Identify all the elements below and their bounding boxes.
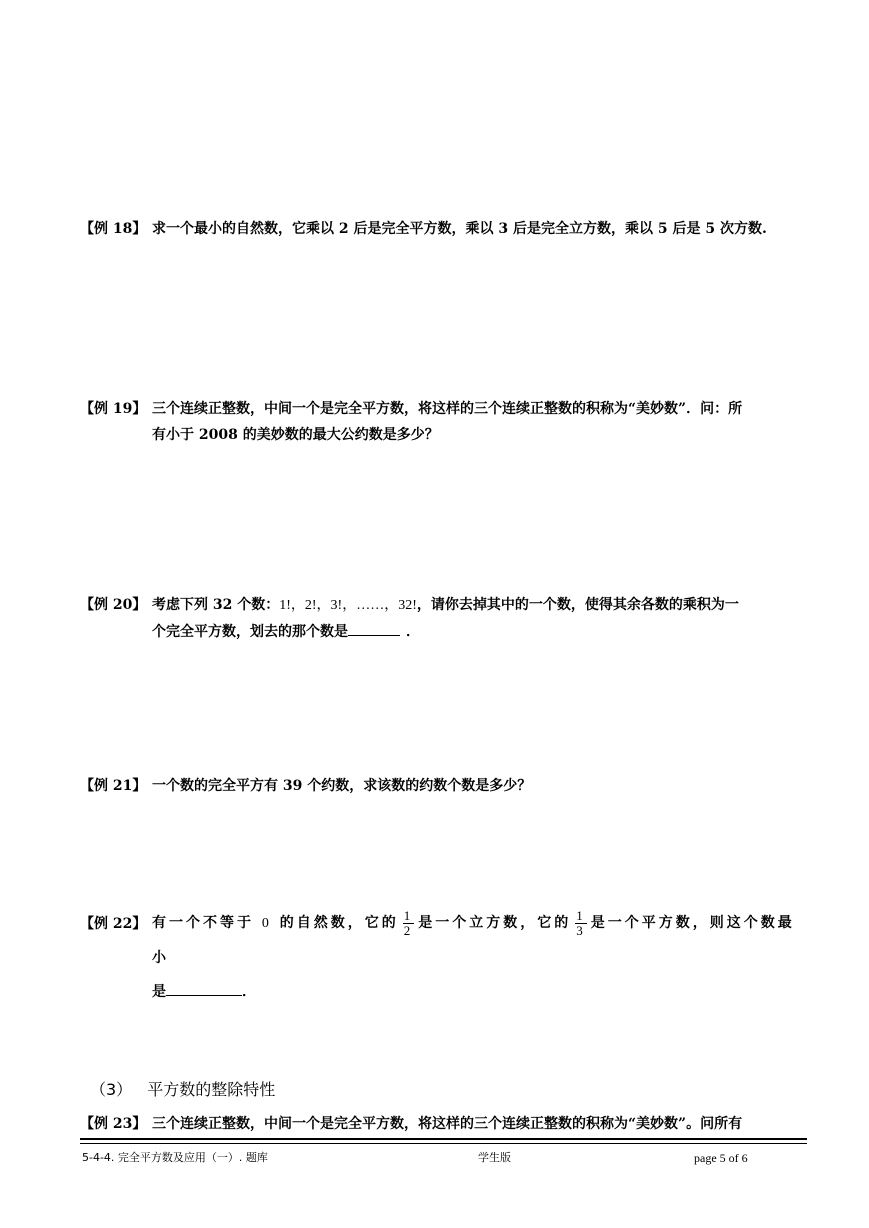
example-23 <box>80 1111 810 1137</box>
footer-page-number: page 5 of 6 <box>694 1151 748 1165</box>
example-text: 一个数的完全平方有 39 个约数，求该数的约数个数是多少？ <box>152 778 532 794</box>
section-heading <box>90 1078 275 1102</box>
text-segment: 的自然数，它的 <box>279 915 399 931</box>
number-zero: 0 <box>261 916 272 931</box>
text-segment: 个完全平方数，划去的那个数是 <box>152 624 348 640</box>
example-tag: 【例 21】 <box>80 778 147 794</box>
text-segment: 是一个立方数，它的 <box>418 915 572 931</box>
text-segment: ，请你去掉其中的一个数，使得其余各数的乘积为一 <box>416 597 739 613</box>
section-number: （3） <box>90 1080 133 1099</box>
example-text: 三个连续正整数，中间一个是完全平方数，将这样的三个连续正整数的积称为“美妙数”。问所有 <box>152 1116 743 1132</box>
answer-blank <box>348 621 400 636</box>
footer-edition: 学生版 <box>478 1151 511 1164</box>
fraction-denominator: 3 <box>576 922 586 938</box>
answer-blank <box>166 981 242 996</box>
example-21 <box>80 773 810 799</box>
example-tag: 【例 19】 <box>80 401 147 417</box>
text-segment: 有一个不等于 <box>152 915 254 931</box>
footer-rule-thin <box>80 1143 807 1144</box>
example-20 <box>80 592 810 645</box>
example-tag: 【例 18】 <box>80 221 147 237</box>
example-text: 求一个最小的自然数，它乘以 2 后是完全平方数，乘以 3 后是完全立方数，乘以 5 后是 5 次方数. <box>152 221 767 237</box>
example-text-line <box>152 975 810 1009</box>
example-18 <box>80 216 810 242</box>
text-segment: 考虑下列 32 个数： <box>152 597 280 613</box>
fraction-numerator: 1 <box>576 907 586 923</box>
footer-doc-title: 5-4-4. 完全平方数及应用（一）. 题库 <box>82 1151 268 1164</box>
text-segment: ． <box>406 624 420 640</box>
section-title: 平方数的整除特性 <box>147 1080 276 1099</box>
fraction-denominator: 2 <box>403 922 414 938</box>
factorial-list: 1!，2!，3!，……，32! <box>279 598 417 613</box>
example-text-line <box>152 906 810 975</box>
example-19 <box>80 396 810 448</box>
footer-rule-thick <box>80 1138 807 1140</box>
example-text-line <box>152 619 810 645</box>
text-segment: ． <box>242 984 256 1000</box>
example-tag: 【例 20】 <box>80 597 147 613</box>
example-tag: 【例 23】 <box>80 1116 147 1132</box>
example-text-line: 三个连续正整数，中间一个是完全平方数，将这样的三个连续正整数的积称为“美妙数”．问：所 <box>152 401 743 417</box>
example-text-line: 有小于 2008 的美妙数的最大公约数是多少？ <box>152 427 439 443</box>
text-segment: 是一个平方数，则这个数最小 <box>152 915 795 966</box>
example-22 <box>80 906 810 1009</box>
fraction-numerator: 1 <box>403 907 414 923</box>
fraction-one-third <box>575 909 587 938</box>
fraction-one-half <box>403 909 415 938</box>
example-tag: 【例 22】 <box>80 916 147 932</box>
text-segment: 是 <box>152 984 166 1000</box>
example-text-line <box>152 592 810 619</box>
